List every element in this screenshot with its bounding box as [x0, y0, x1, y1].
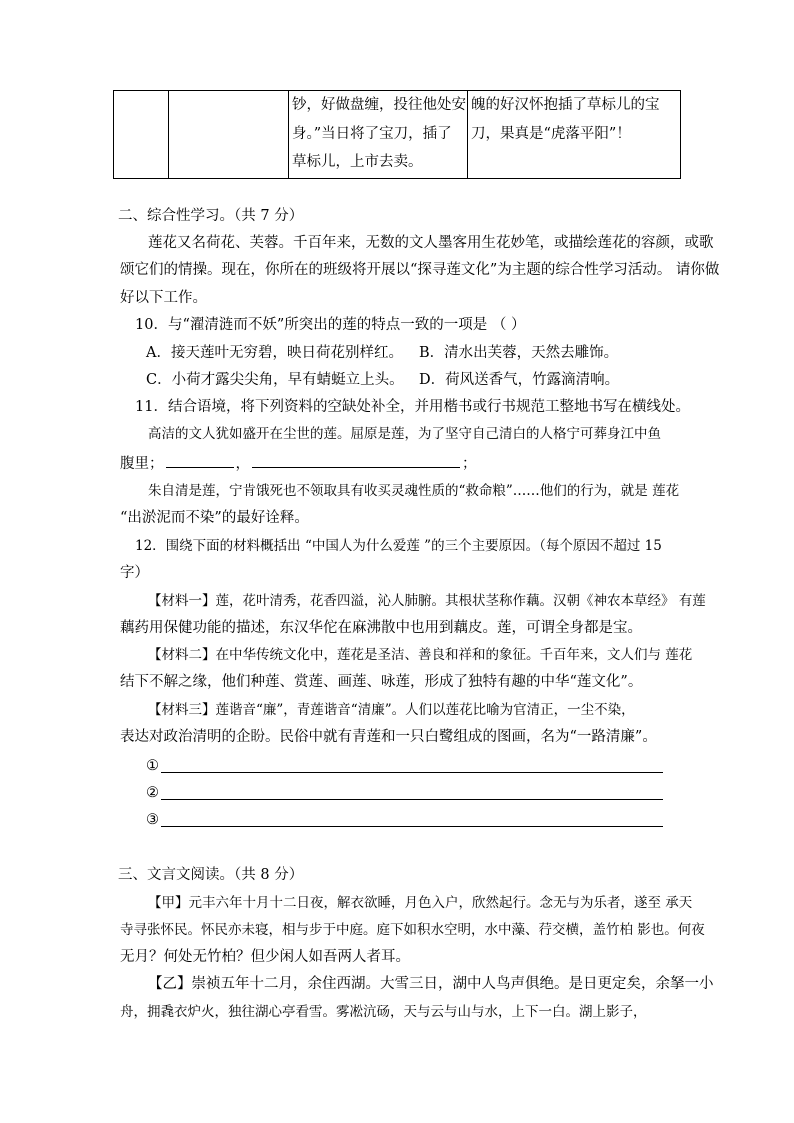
continued-table	[113, 90, 681, 179]
material-1: 【材料一】莲，花叶清秀，花香四溢，沁人肺腑。其根状茎称作藕。汉朝《神农本草经》 有莲	[148, 593, 706, 609]
cell-text-line: 钞，好做盘缠，投往他处安	[292, 97, 466, 113]
q11-line: 朱自清是莲，宁肯饿死也不领取具有收买灵魂性质的“救命粮”……他们的行为，就是 莲花	[148, 483, 680, 499]
answer-marker-3: ③	[146, 812, 159, 828]
section-3-heading: 三、文言文阅读。（共 8 分）	[118, 867, 304, 883]
answer-line-2[interactable]	[161, 799, 663, 800]
q10-stem: 10．与“濯清涟而不妖”所突出的莲的特点一致的一项是 （ ）	[135, 317, 526, 333]
section-2-heading: 二、综合性学习。（共 7 分）	[118, 208, 304, 224]
q11-fill-line: 腹里； ， ；	[120, 456, 477, 472]
material-3: 表达对政治清明的企盼。民俗中就有青莲和一只白鹭组成的图画，名为“一路清廉”。	[120, 729, 657, 745]
table-row	[114, 91, 681, 179]
passage-jia: 无月？何处无竹柏？但少闲人如吾两人者耳。	[120, 949, 410, 965]
q10-option-b: B．清水出芙蓉，天然去雕饰。	[419, 345, 619, 361]
intro-line: 好以下工作。	[120, 290, 207, 306]
passage-jia: 【甲】元丰六年十月十二日夜，解衣欲睡，月色入户，欣然起行。念无与为乐者，遂至 承天	[148, 895, 693, 911]
intro-line: 颂它们的情操。现在，你所在的班级将开展以“探寻莲文化”为主题的综合性学习活动。 请你做	[120, 262, 720, 278]
cell-text-line: 草标儿，上市去卖。	[292, 154, 423, 170]
table-cell-1	[114, 91, 169, 179]
q10-option-d: D．荷风送香气，竹露滴清响。	[419, 372, 620, 388]
q10-option-a: A．接天莲叶无穷碧，映日荷花别样红。	[146, 345, 403, 361]
answer-blank[interactable]	[166, 466, 234, 468]
material-1: 藕药用保健功能的描述，东汉华佗在麻沸散中也用到藕皮。莲，可谓全身都是宝。	[120, 620, 642, 636]
answer-line-1[interactable]	[161, 772, 663, 773]
cell-text-line: 刀，果真是“虎落平阳”！	[471, 125, 631, 142]
passage-yi: 【乙】崇祯五年十二月，余住西湖。大雪三日，湖中人鸟声俱绝。是日更定矣，余拏一小	[148, 976, 714, 992]
q10-option-c: C．小荷才露尖尖角，早有蜻蜓立上头。	[146, 372, 404, 388]
cell-text-line: 身。”当日将了宝刀，插了	[292, 125, 452, 142]
passage-jia: 寺寻张怀民。怀民亦未寝，相与步于中庭。庭下如积水空明，水中藻、荇交横，盖竹柏 影也。何夜	[120, 922, 705, 938]
answer-marker-1: ①	[146, 758, 159, 774]
intro-line: 莲花又名荷花、芙蓉。千百年来，无数的文人墨客用生花妙笔，或描绘莲花的容颜，或歌	[148, 235, 714, 251]
table-cell-2	[169, 91, 289, 179]
q11-line: “出淤泥而不染”的最好诠释。	[120, 510, 309, 526]
q11-line: 高洁的文人犹如盛开在尘世的莲。屈原是莲，为了坚守自己清白的人格宁可葬身江中鱼	[148, 426, 661, 442]
answer-line-3[interactable]	[161, 826, 663, 827]
table-cell-4	[468, 91, 681, 179]
passage-yi: 舟，拥毳衣炉火，独往湖心亭看雪。雾凇沆砀，天与云与山与水，上下一白。湖上影子，	[120, 1004, 647, 1020]
q12-stem: 字）	[120, 565, 149, 581]
material-2: 【材料二】在中华传统文化中，莲花是圣洁、善良和祥和的象征。千百年来，文人们与 莲花	[148, 647, 693, 663]
material-2: 结下不解之缘，他们种莲、赏莲、画莲、咏莲，形成了独特有趣的中华“莲文化”。	[120, 674, 643, 690]
q11-stem: 11．结合语境，将下列资料的空缺处补全，并用楷书或行书规范工整地书写在横线处。	[135, 399, 690, 415]
table-cell-3	[289, 91, 468, 179]
cell-text-line: 魄的好汉怀抱插了草标儿的宝	[471, 97, 660, 113]
answer-blank[interactable]	[252, 466, 460, 468]
material-3: 【材料三】莲谐音“廉”，青莲谐音“清廉”。人们以莲花比喻为官清正，一尘不染，	[148, 702, 635, 718]
q12-stem: 12．围绕下面的材料概括出 “中国人为什么爱莲 ”的三个主要原因。（每个原因不超过 15	[135, 538, 662, 554]
answer-marker-2: ②	[146, 785, 159, 801]
